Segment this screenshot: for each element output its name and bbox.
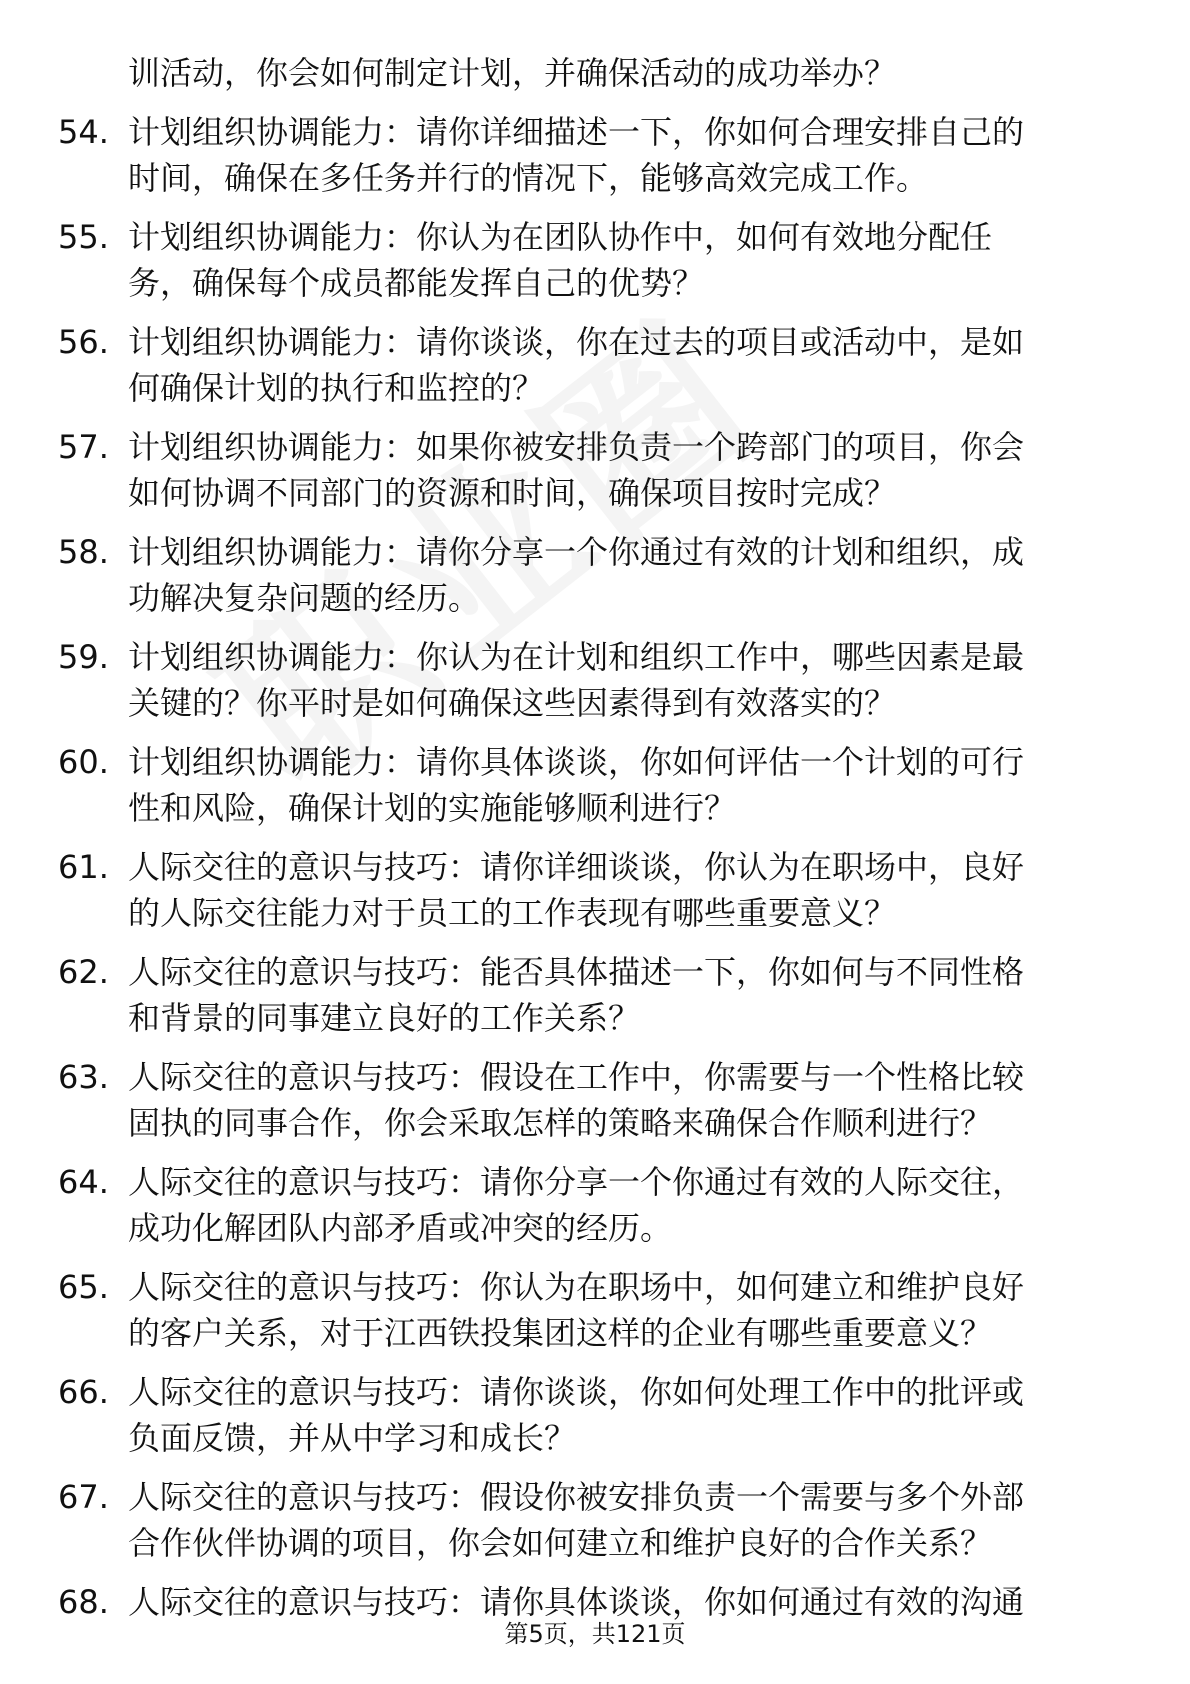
- question-text: 计划组织协调能力：请你具体谈谈，你如何评估一个计划的可行: [128, 743, 1025, 781]
- question-text: 人际交往的意识与技巧：假设在工作中，你需要与一个性格比较: [128, 1058, 1025, 1096]
- question-number: 61.: [58, 848, 109, 886]
- question-number: 56.: [58, 323, 109, 361]
- question-text: 计划组织协调能力：你认为在计划和组织工作中，哪些因素是最: [128, 638, 1025, 676]
- question-number: 60.: [58, 743, 109, 781]
- question-line-1: [0, 529, 1190, 575]
- question-text: 人际交往的意识与技巧：请你分享一个你通过有效的人际交往，: [128, 1163, 1025, 1201]
- question-text: 人际交往的意识与技巧：请你谈谈，你如何处理工作中的批评或: [128, 1373, 1025, 1411]
- question-line-1: [0, 424, 1190, 470]
- question-item: [0, 424, 1190, 516]
- question-line-1: [0, 844, 1190, 890]
- question-list: [0, 109, 1190, 1625]
- question-line-2: 时间，确保在多任务并行的情况下，能够高效完成工作。: [128, 159, 929, 197]
- question-item: [0, 844, 1190, 936]
- question-line-1: [0, 1054, 1190, 1100]
- question-text: 计划组织协调能力：请你详细描述一下，你如何合理安排自己的: [128, 113, 1025, 151]
- question-text: 人际交往的意识与技巧：请你具体谈谈，你如何通过有效的沟通: [128, 1583, 1025, 1621]
- question-line-2: 如何协调不同部门的资源和时间，确保项目按时完成？: [128, 474, 897, 512]
- question-line-2: 和背景的同事建立良好的工作关系？: [128, 999, 641, 1037]
- question-number: 54.: [58, 113, 109, 151]
- question-text: 人际交往的意识与技巧：请你详细谈谈，你认为在职场中，良好: [128, 848, 1025, 886]
- question-line-1: [0, 949, 1190, 995]
- question-line-2: 成功化解团队内部矛盾或冲突的经历。: [128, 1209, 673, 1247]
- question-number: 58.: [58, 533, 109, 571]
- question-item: [0, 1054, 1190, 1146]
- question-number: 63.: [58, 1058, 109, 1096]
- question-text: 计划组织协调能力：请你分享一个你通过有效的计划和组织，成: [128, 533, 1025, 571]
- question-line-1: [0, 319, 1190, 365]
- question-line-2: 负面反馈，并从中学习和成长？: [128, 1419, 577, 1457]
- question-line-1: [0, 739, 1190, 785]
- question-item: [0, 739, 1190, 831]
- question-line-1: [0, 214, 1190, 260]
- question-line-1: [0, 1369, 1190, 1415]
- question-item: [0, 214, 1190, 306]
- question-text: 计划组织协调能力：如果你被安排负责一个跨部门的项目，你会: [128, 428, 1025, 466]
- question-number: 65.: [58, 1268, 109, 1306]
- question-item: [0, 1264, 1190, 1356]
- question-item: [0, 529, 1190, 621]
- question-line-2: 的人际交往能力对于员工的工作表现有哪些重要意义？: [128, 894, 897, 932]
- question-text: 人际交往的意识与技巧：能否具体描述一下，你如何与不同性格: [128, 953, 1025, 991]
- question-item: [0, 1474, 1190, 1566]
- question-number: 64.: [58, 1163, 109, 1201]
- question-number: 57.: [58, 428, 109, 466]
- question-text: 计划组织协调能力：你认为在团队协作中，如何有效地分配任: [128, 218, 993, 256]
- question-line-2: 关键的？你平时是如何确保这些因素得到有效落实的？: [128, 684, 897, 722]
- question-number: 68.: [58, 1583, 109, 1621]
- question-line-1: [0, 1264, 1190, 1310]
- question-line-2: 务，确保每个成员都能发挥自己的优势？: [128, 264, 705, 302]
- question-line-2: 性和风险，确保计划的实施能够顺利进行？: [128, 789, 737, 827]
- question-line-2: 固执的同事合作，你会采取怎样的策略来确保合作顺利进行？: [128, 1104, 993, 1142]
- question-line-1: [0, 1159, 1190, 1205]
- question-item: [0, 109, 1190, 201]
- question-line-2: 何确保计划的执行和监控的？: [128, 369, 545, 407]
- question-number: 59.: [58, 638, 109, 676]
- question-item: [0, 634, 1190, 726]
- question-text: 人际交往的意识与技巧：你认为在职场中，如何建立和维护良好: [128, 1268, 1025, 1306]
- page-footer: 第5页，共121页: [504, 1620, 686, 1648]
- question-text: 人际交往的意识与技巧：假设你被安排负责一个需要与多个外部: [128, 1478, 1025, 1516]
- question-number: 62.: [58, 953, 109, 991]
- question-line-2: 功解决复杂问题的经历。: [128, 579, 481, 617]
- document-body: [0, 50, 1190, 1625]
- question-number: 66.: [58, 1373, 109, 1411]
- question-item: [0, 1369, 1190, 1461]
- question-item: [0, 319, 1190, 411]
- continuation-line: 训活动，你会如何制定计划，并确保活动的成功举办？: [128, 54, 897, 92]
- question-line-1: [0, 1474, 1190, 1520]
- question-item: [0, 1159, 1190, 1251]
- question-line-2: 合作伙伴协调的项目，你会如何建立和维护良好的合作关系？: [128, 1524, 993, 1562]
- question-line-1: [0, 634, 1190, 680]
- question-item: [0, 949, 1190, 1041]
- question-number: 55.: [58, 218, 109, 256]
- question-line-1: [0, 109, 1190, 155]
- question-text: 计划组织协调能力：请你谈谈，你在过去的项目或活动中，是如: [128, 323, 1025, 361]
- question-number: 67.: [58, 1478, 109, 1516]
- question-line-2: 的客户关系，对于江西铁投集团这样的企业有哪些重要意义？: [128, 1314, 993, 1352]
